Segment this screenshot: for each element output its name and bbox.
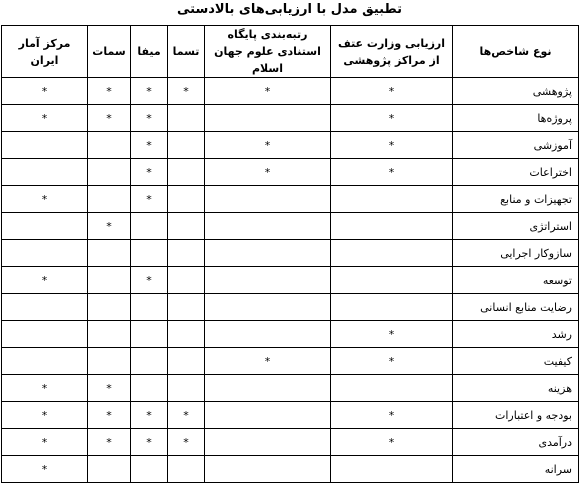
indicator-name: پژوهشی xyxy=(453,78,579,105)
mark-cell: * xyxy=(331,78,453,105)
mark-cell: * xyxy=(88,105,131,132)
mark-cell xyxy=(88,294,131,321)
indicator-name: پروژه‌ها xyxy=(453,105,579,132)
mark-cell xyxy=(131,375,168,402)
mark-cell xyxy=(331,456,453,483)
mark-cell xyxy=(88,186,131,213)
mark-cell xyxy=(205,429,331,456)
mark-cell xyxy=(168,132,205,159)
table-row xyxy=(2,213,579,240)
mark-cell: * xyxy=(131,267,168,294)
mark-cell xyxy=(205,402,331,429)
table-row xyxy=(2,429,579,456)
mark-cell xyxy=(205,321,331,348)
mark-cell xyxy=(168,186,205,213)
table-row xyxy=(2,186,579,213)
indicator-name: استراتژی xyxy=(453,213,579,240)
mark-cell: * xyxy=(331,348,453,375)
table-title: تطبیق مدل با ارزیابی‌های بالادستی xyxy=(177,2,402,17)
table-row xyxy=(2,267,579,294)
mark-cell xyxy=(331,240,453,267)
indicator-name: درآمدی xyxy=(453,429,579,456)
mark-cell xyxy=(131,213,168,240)
mark-cell xyxy=(168,348,205,375)
mark-cell xyxy=(205,213,331,240)
table-row xyxy=(2,105,579,132)
table-row xyxy=(2,402,579,429)
mark-cell: * xyxy=(131,78,168,105)
mark-cell xyxy=(205,240,331,267)
table-row xyxy=(2,294,579,321)
mark-cell xyxy=(131,294,168,321)
mark-cell: * xyxy=(88,78,131,105)
indicator-name: اختراعات xyxy=(453,159,579,186)
mark-cell xyxy=(168,267,205,294)
mark-cell xyxy=(2,348,88,375)
indicator-name: آموزشی xyxy=(453,132,579,159)
table-row xyxy=(2,348,579,375)
mark-cell xyxy=(2,240,88,267)
indicator-name: سازوکار اجرایی xyxy=(453,240,579,267)
mark-cell xyxy=(331,213,453,240)
mark-cell: * xyxy=(88,429,131,456)
mark-cell xyxy=(168,213,205,240)
header-samat: سمات xyxy=(88,26,131,78)
mark-cell: * xyxy=(88,213,131,240)
table-row xyxy=(2,375,579,402)
mark-cell: * xyxy=(205,78,331,105)
indicator-name: هزینه xyxy=(453,375,579,402)
mark-cell: * xyxy=(2,375,88,402)
mark-cell xyxy=(2,321,88,348)
mark-cell xyxy=(205,294,331,321)
comparison-table xyxy=(1,25,579,483)
mark-cell: * xyxy=(131,132,168,159)
indicator-name: رشد xyxy=(453,321,579,348)
header-indicator-type: نوع شاخص‌ها xyxy=(453,26,579,78)
mark-cell xyxy=(88,240,131,267)
mark-cell: * xyxy=(131,429,168,456)
mark-cell: * xyxy=(331,132,453,159)
table-row xyxy=(2,456,579,483)
indicator-name: رضایت منابع انسانی xyxy=(453,294,579,321)
mark-cell: * xyxy=(331,429,453,456)
mark-cell: * xyxy=(331,321,453,348)
mark-cell xyxy=(168,159,205,186)
mark-cell xyxy=(331,294,453,321)
mark-cell xyxy=(205,267,331,294)
mark-cell xyxy=(88,267,131,294)
mark-cell xyxy=(2,132,88,159)
header-mifa: میفا xyxy=(131,26,168,78)
indicator-name: کیفیت xyxy=(453,348,579,375)
mark-cell xyxy=(168,456,205,483)
mark-cell xyxy=(88,321,131,348)
header-row xyxy=(2,26,579,78)
mark-cell: * xyxy=(131,105,168,132)
mark-cell xyxy=(168,375,205,402)
mark-cell: * xyxy=(205,132,331,159)
mark-cell xyxy=(205,105,331,132)
mark-cell: * xyxy=(131,159,168,186)
mark-cell xyxy=(131,348,168,375)
mark-cell: * xyxy=(2,267,88,294)
mark-cell: * xyxy=(2,456,88,483)
mark-cell xyxy=(131,321,168,348)
table-row xyxy=(2,159,579,186)
mark-cell xyxy=(131,456,168,483)
mark-cell: * xyxy=(88,375,131,402)
mark-cell xyxy=(131,240,168,267)
mark-cell xyxy=(2,294,88,321)
mark-cell: * xyxy=(331,402,453,429)
mark-cell xyxy=(88,348,131,375)
mark-cell xyxy=(331,186,453,213)
table-row xyxy=(2,132,579,159)
mark-cell xyxy=(88,132,131,159)
mark-cell: * xyxy=(88,402,131,429)
mark-cell: * xyxy=(168,429,205,456)
header-statistical-center: مرکز آمار ایران xyxy=(2,26,88,78)
mark-cell xyxy=(331,267,453,294)
header-tasma: تسما xyxy=(168,26,205,78)
indicator-name: سرانه xyxy=(453,456,579,483)
indicator-name: توسعه xyxy=(453,267,579,294)
mark-cell: * xyxy=(131,186,168,213)
mark-cell xyxy=(2,213,88,240)
mark-cell: * xyxy=(2,429,88,456)
mark-cell: * xyxy=(331,159,453,186)
mark-cell xyxy=(168,240,205,267)
mark-cell xyxy=(331,375,453,402)
table-row xyxy=(2,78,579,105)
mark-cell xyxy=(205,186,331,213)
mark-cell xyxy=(205,375,331,402)
mark-cell: * xyxy=(205,159,331,186)
mark-cell: * xyxy=(331,105,453,132)
mark-cell: * xyxy=(2,186,88,213)
mark-cell: * xyxy=(168,78,205,105)
mark-cell xyxy=(168,321,205,348)
mark-cell xyxy=(2,159,88,186)
mark-cell xyxy=(88,159,131,186)
table-row xyxy=(2,240,579,267)
header-isc-ranking: رتبه‌بندی پایگاه استنادی علوم جهان اسلام xyxy=(205,26,331,78)
mark-cell xyxy=(168,105,205,132)
mark-cell: * xyxy=(2,78,88,105)
table-row xyxy=(2,321,579,348)
mark-cell: * xyxy=(2,105,88,132)
mark-cell xyxy=(205,456,331,483)
indicator-name: تجهیزات و منابع xyxy=(453,186,579,213)
mark-cell: * xyxy=(2,402,88,429)
header-ministry-evaluation: ارزیابی وزارت عتف از مراکز پژوهشی xyxy=(331,26,453,78)
mark-cell: * xyxy=(131,402,168,429)
table-body xyxy=(2,78,579,483)
mark-cell xyxy=(168,294,205,321)
indicator-name: بودجه و اعتبارات xyxy=(453,402,579,429)
mark-cell: * xyxy=(205,348,331,375)
mark-cell xyxy=(88,456,131,483)
mark-cell: * xyxy=(168,402,205,429)
